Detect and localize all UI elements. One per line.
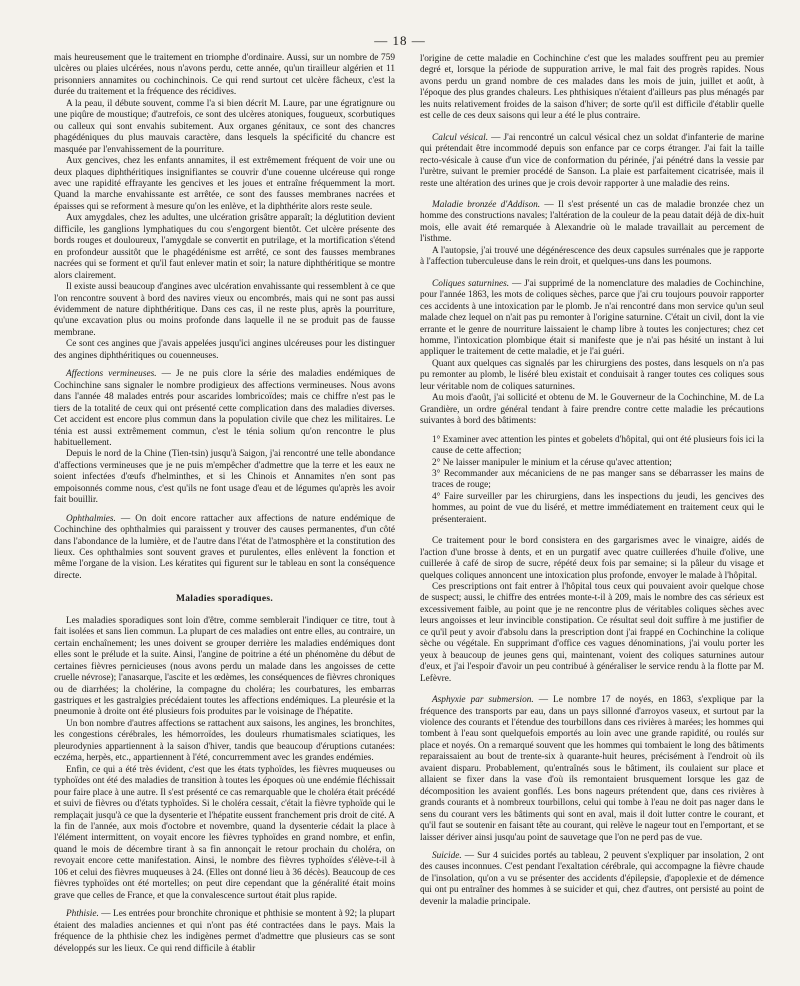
section-run-in-title: Asphyxie par submersion.: [432, 695, 534, 706]
list-item: 3° Recommander aux mécaniciens de ne pas manger sans se débarrasser les mains de traces de rouge;: [432, 468, 764, 491]
paragraph: Les maladies sporadiques sont loin d'être, comme semblerait l'indiquer ce titre, tout à fait isolées et sans lien commun. La plupart de ces maladies ont entre elles, au contraire, un certain enchaînement; les unes doivent se grouper derrière les maladies endémiques dont elles sont le prélude et la suite. Ainsi, l'angine de poitrine a été un phénomène du début de certaines fièvres pernicieuses (nous avons perdu un malade dans les angoisses de cette cruelle névrose); l'anasarque, l'ascite et les œdèmes, les conséquences de fièvres chroniques ou de diarrhées; la cholérine, la compagne du choléra; les courbatures, les embarras gastriques et les gastralgies précédaient toutes les affections endémiques. La pleurésie et la pneumonie à droite ont été plusieurs fois produites par le voisinage de l'hépatite.: [54, 615, 395, 718]
paragraph: A l'autopsie, j'ai trouvé une dégénérescence des deux capsules surrénales que je rapporte à l'affection tuberculeuse dans le rein droit, et quelques-uns dans les poumons.: [420, 245, 764, 268]
paragraph: Il existe aussi beaucoup d'angines avec ulcération envahissante qui ressemblent à ce que l'on rencontre souvent à bord des navires vieux ou encombrés, mais qui ne sont pas aussi évidemment de nature diphthéritique. Dans ces cas, il ne reste plus, après la pourriture, qu'une excavation plus ou moins profonde dans laquelle il ne se produit pas de fausse membrane.: [54, 282, 395, 338]
section-run-in-title: Ophthalmies.: [66, 513, 116, 524]
paragraph: Depuis le nord de la Chine (Tien-tsin) jusqu'à Saigon, j'ai rencontré une telle abondance d'affections vermineuses que je ne puis m'empêcher d'admettre que la terre et les eaux ne soient infectées d'œufs d'helminthes, et si les Chinois et Annamites n'en sont pas empoisonnés comme nous, c'est qu'ils ne font usage d'eau et de légumes qu'après les avoir fait bouillir.: [54, 449, 395, 506]
section-run-in-title: Phthisie.: [66, 909, 99, 920]
paragraph-ophthalmies: Ophthalmies. — On doit encore rattacher aux affections de nature endémique de Cochinchine des ophthalmies qui paraissent y trouver des causes permanentes, d'un côté dans l'abondance de la lumière, et de l'autre dans l'état de l'atmosphère et la constitution des lieux. Ces ophthalmies sont souvent graves et purulentes, elles enlèvent la fonction et même l'organe de la vision. Les kératites qui figurent sur le tableau en sont la conséquence directe.: [54, 513, 395, 581]
paragraph: Ces prescriptions ont fait entrer à l'hôpital tous ceux qui pouvaient avoir quelque chose de suspect; aussi, le chiffre des entrées monte-t-il à 209, mais le nombre des cas sérieux est excessivement faible, au point que je ne rencontre plus de véritables coliques sèches avec leurs angoisses et leur invincible constipation. Ce résultat seul doit suffire à me justifier de ce qu'il peut y avoir d'absolu dans la prescription dont j'ai frappé en Cochinchine la colique sèche ou végétale. En supprimant d'office ces vagues dénominations, j'ai voulu porter les yeux à beaucoup de jeunes gens qui, maintenant, voient des coliques saturnines autour d'eux, et j'ai l'espoir d'avoir un peu contribué à généraliser le service rendu à la flotte par M. Lefèvre.: [420, 582, 764, 684]
paragraph: Ce traitement pour le bord consistera en des gargarismes avec le vinaigre, aidés de l'action d'une brosse à dents, et en un purgatif avec quatre cuillerées d'huile d'olive, une cuillerée à café de sirop de sucre, répété deux fois par semaine; si la pâleur du visage et quelques coliques annoncent une intoxication plus profonde, envoyer le malade à l'hôpital.: [420, 536, 764, 581]
paragraph: Ce sont ces angines que j'avais appelées jusqu'ici angines ulcéreuses pour les distinguer des angines diphthéritiques ou couenneuses.: [54, 339, 395, 361]
section-run-in-title: Maladie bronzée d'Addison.: [432, 199, 541, 210]
list-item: 4° Faire surveiller par les chirurgiens, dans les inspections du jeudi, les gencives des hommes, au point de vue du liséré, et mettre immédiatement en traitement ceux qui le présenteraient.: [432, 491, 764, 525]
right-column: [420, 54, 764, 908]
paragraph-calcul-vesical: Calcul vésical. — J'ai rencontré un calcul vésical chez un soldat d'infanterie de marine qui prétendait être incommodé depuis son enfance par ce corps étranger. J'ai fait la taille recto-vésicale à cause d'un vice de conformation du périnée, j'ai pénétré dans la vessie par l'urètre, suivant le premier procédé de Sanson. La plaie est parfaitement cicatrisée, mais il reste une altération des urines que je crois devoir rapporter à une maladie des reins.: [420, 132, 764, 189]
paragraph: A la peau, il débute souvent, comme l'a si bien décrit M. Laure, par une égratignure ou une piqûre de moustique; d'autrefois, ce sont des ulcères atoniques, fougueux, scorbutiques ou calleux qui sont envahis subitement. Aux organes génitaux, ce sont des chancres phagédéniques du plus mauvais caractère, dans lesquels la spécificité du chancre est masquée par l'envahissement de la pourriture.: [54, 98, 395, 155]
page-number: — 18 —: [374, 33, 426, 48]
list-item: 1° Examiner avec attention les pintes et gobelets d'hôpital, qui ont été plusieurs fois ici la cause de cette affection;: [432, 434, 764, 457]
paragraph: mais heureusement que le traitement en triomphe d'ordinaire. Aussi, sur un nombre de 759 ulcères ou plaies ulcérées, nous n'avons perdu, cette année, qu'un tirailleur algérien et 11 prisonniers annamites ou cochinchinois. Ce qui rend surtout cet ulcère fâcheux, c'est la durée du traitement et la fréquence des récidives.: [54, 53, 395, 98]
section-heading: Maladies sporadiques.: [175, 594, 274, 605]
section-run-in-title: Affections vermineuses.: [66, 369, 157, 380]
paragraph-maladie-bronzee: Maladie bronzée d'Addison. — Il s'est présenté un cas de maladie bronzée chez un homme des constructions navales; l'altération de la couleur de la peau datait déjà de dix-huit mois, elle avait été remarquée à Alexandrie où le malade travaillait au percement de l'isthme.: [420, 199, 764, 245]
paragraph-affections-vermineuses: Affections vermineuses. — Je ne puis clore la série des maladies endémiques de Cochinchine sans signaler le nombre prodigieux des affections vermineuses. Nous avons dans l'année 48 malades entrés pour ascarides lombricoïdes; mais ce chiffre n'est pas le tiers de la totalité de ceux qui ont présenté cette complication dans des maladies diverses. Cet accident est encore plus commun dans la population civile que chez les militaires. Le ténia est aussi extrêmement commun, c'est le ténia solium qu'on rencontre le plus habituellement.: [54, 369, 396, 448]
paragraph: l'origine de cette maladie en Cochinchine c'est que les malades souffrent peu au premier degré et, lorsque la période de suppuration arrive, le mal fait des progrès rapides. Nous avons perdu un grand nombre de ces malades dans les mois de juin, juillet et août, à l'époque des plus grandes chaleurs. Les phthisiques n'étaient d'ailleurs pas plus ménagés par les nuits relativement froides de la saison d'hiver; de sorte qu'il est difficile d'établir quelle est celle de ces deux saisons qui leur a été le plus contraire.: [420, 54, 764, 122]
paragraph: Au mois d'août, j'ai sollicité et obtenu de M. le Gouverneur de la Cochinchine, M. de La Grandière, un ordre général tendant à faire prendre contre cette maladie les précautions suivantes à bord des bâtiments:: [420, 393, 764, 427]
paragraph-suicide: Suicide. — Sur 4 suicides portés au tableau, 2 peuvent s'expliquer par insolation, 2 ont des causes inconnues. C'est pendant l'exaltation cérébrale, qui accompagne la fièvre chaude de l'insolation, qu'on a vu se présenter des accidents d'épilepsie, d'apoplexie et de démence qui ont pu entraîner des hommes à se suicider et qui, chez d'autres, ont persisté au point de devenir la maladie principale.: [420, 851, 764, 907]
paragraph: Enfin, ce qui a été très évident, c'est que les états typhoïdes, les fièvres muqueuses ou typhoïdes ont été des maladies de transition à toutes les époques où une endémie fléchissait pour faire place à une autre. Il s'est présenté ce cas remarquable que le choléra était précédé et suivi de fièvres ou d'états typhoïdes. Si le choléra cessait, c'était la fièvre typhoïde qui le remplaçait jusqu'à ce que la dysenterie et l'hépatite eussent franchement pris droit de cité. A la fin de l'année, aux mois d'octobre et novembre, quand la dysenterie cédait la place à l'élément intermittent, on voyait encore les fièvres typhoïdes en grand nombre, et enfin, quand le mois de décembre tirant à sa fin annonçait le retour prochain du choléra, on revoyait encore cette manifestation. Ainsi, le nombre des fièvres typhoïdes s'élève-t-il à 106 et celui des fièvres muqueuses à 24. (Elles ont donné lieu à 36 décès). Beaucoup de ces fièvres typhoïdes ont été mortelles; on peut dire cependant que la généralité était moins grave que celles de France, et que la convalescence surtout était plus rapide.: [54, 764, 395, 901]
section-run-in-title: Coliques saturnines.: [432, 278, 510, 289]
section-run-in-title: Calcul vésical.: [432, 132, 489, 143]
section-run-in-title: Suicide.: [432, 851, 462, 861]
paragraph: Aux amygdales, chez les adultes, une ulcération grisâtre apparaît; la déglutition devient difficile, les ganglions lymphatiques du cou s'engorgent bientôt. Cet ulcère présente des bords rouges et douloureux, l'amygdale se convertit en putrilage, et la mortification s'étend en profondeur aussitôt que le phagédénisme est arrêté, ce sont des fausses membranes nacrées qui se forment et qu'il faut enlever matin et soir; la nature diphthéritique se montre alors clairement.: [54, 213, 395, 281]
left-column: [54, 53, 395, 955]
paragraph-phthisie: Phthisie. — Les entrées pour bronchite chronique et phthisie se montent à 92; la plupart étaient des maladies anciennes et qui n'ont pas été contractées dans le pays. Mais la fréquence de la phthisie chez les indigènes permet d'admettre que plusieurs cas se sont développés sur les lieux. Ce qui rend difficile à établir: [54, 909, 395, 954]
paragraph-coliques-saturnines: Coliques saturnines. — J'ai supprimé de la nomenclature des maladies de Cochinchine, pour l'année 1863, les mots de coliques sèches, parce que j'ai cru toujours pouvoir rapporter ces accidents à une intoxication par le plomb. Je n'ai rencontré dans mon service qu'un seul malade chez lequel on n'ait pas pu remonter à l'origine saturnine. C'était un civil, dont la vie errante et le genre de nourriture laissaient le champ libre à toutes les conjectures; chez cet homme, l'intoxication plombique était si manifeste que je n'ai pas hésité un instant à lui appliquer le traitement de cette maladie, et je l'ai guéri.: [420, 278, 764, 358]
paragraph: Quant aux quelques cas signalés par les chirurgiens des postes, dans lesquels on n'a pas pu remonter au plomb, le liséré bleu existait et conduisait à ranger toutes ces coliques sous leur véritable nom de coliques saturnines.: [420, 358, 764, 392]
paragraph: Un bon nombre d'autres affections se rattachent aux saisons, les angines, les bronchites, les congestions cérébrales, les hémorroïdes, les douleurs rhumatismales sciatiques, les pleurodynies appartiennent à la saison d'hiver, tandis que beaucoup d'éruptions cutanées: eczéma, herpès, etc., appartiennent à l'été, concurremment avec les grandes endémies.: [54, 718, 395, 764]
paragraph-asphyxie: Asphyxie par submersion. — Le nombre 17 de noyés, en 1863, s'explique par la fréquence des transports par eau, dans un pays sillonné d'arroyos vaseux, et surtout par la violence des courants et l'étendue des tourbillons dans ces rivières à marées; les hommes qui tombent à l'eau sont quelquefois emportés au loin avec une grande rapidité, ou roulés sur place et noyés. On a remarqué souvent que les hommes qui tombaient le long des bâtiments reparaissaient au bout de trente-six à quarante-huit heures, précisément à l'endroit où ils avaient disparu. Probablement, qu'entraînés sous le bâtiment, ils coulaient sur place et allaient se fixer dans la vase d'où ils remontaient brusquement lorsque les gaz de décomposition les avaient gonflés. Les bons nageurs prétendent que, dans ces rivières à grands courants et à nombreux tourbillons, celui qui tombe à l'eau ne doit pas nager dans le sens du courant vers les bâtiments qui sont en aval, mais il doit lutter contre le courant, et qu'il faut se soutenir en faisant tête au courant, qui relève le nageur tout en l'emportant, et se laisser dériver ainsi jusqu'au point de sauvetage que l'on ne perd pas de vue.: [420, 695, 765, 843]
paragraph: Aux gencives, chez les enfants annamites, il est extrêmement fréquent de voir une ou deux plaques diphthéritiques insignifiantes se couvrir d'une couenne ulcéreuse qui ronge avec une rapidité effrayante les gencives et les joues et entraîne fréquemment la mort. Quand la marche envahissante est arrêtée, ce sont des fausses membranes nacrées et épaisses qui se reforment à mesure qu'on les enlève, et la diphthérite alors reste seule.: [54, 156, 395, 212]
list-item: 2° Ne laisser manipuler le minium et la céruse qu'avec attention;: [432, 457, 672, 468]
